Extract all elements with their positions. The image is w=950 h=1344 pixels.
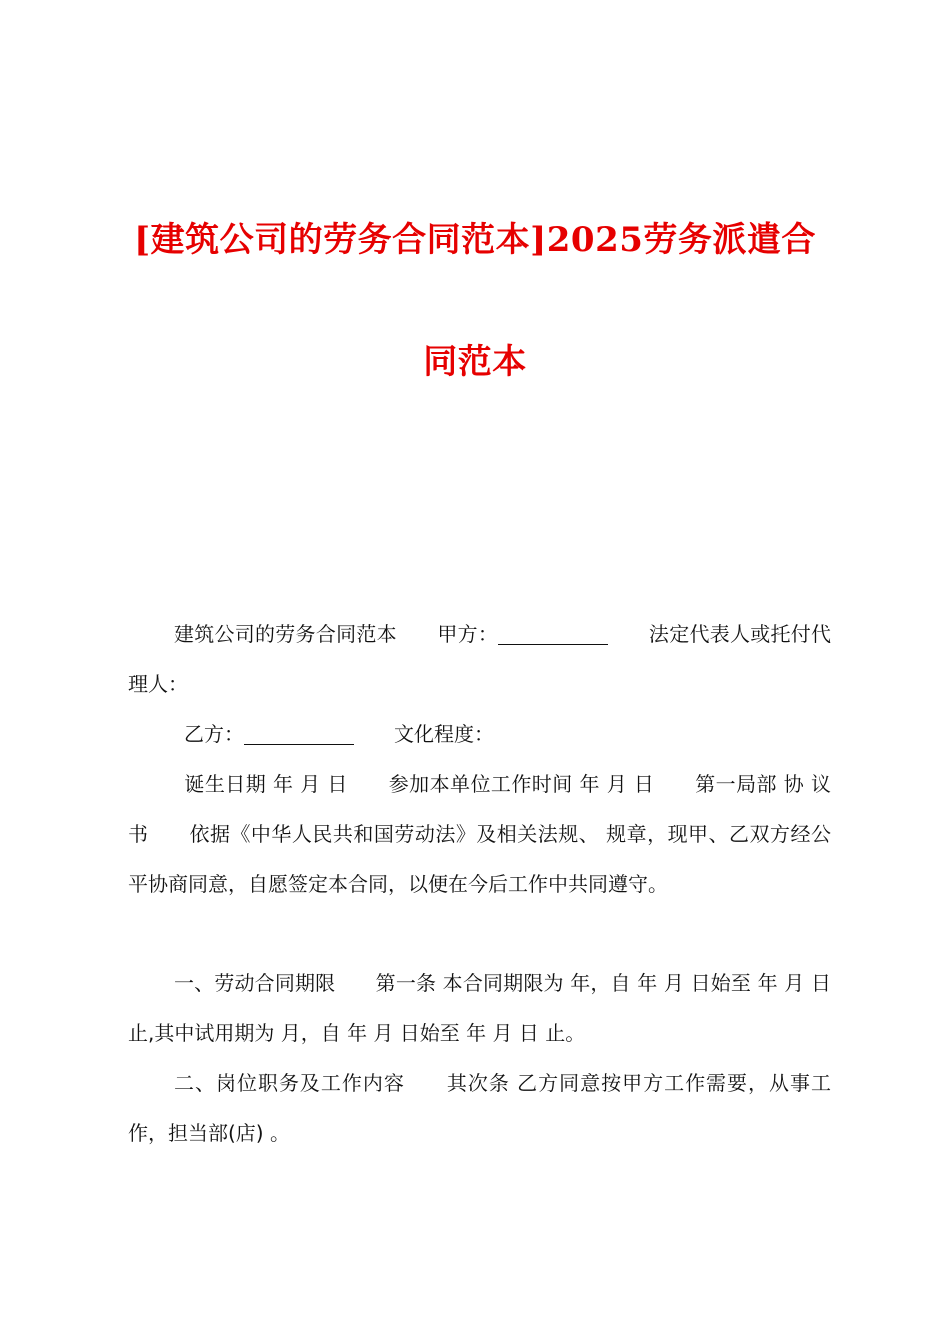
- paragraph-birth-and-preamble: [128, 759, 831, 909]
- paragraph-contract-term: [128, 958, 831, 1058]
- document-title-line-2: 同范本: [423, 342, 527, 382]
- party-a-blank: [498, 624, 608, 645]
- paragraph-job-position: [128, 1058, 831, 1158]
- paragraph-party-b: [128, 709, 831, 759]
- document-title-line-1: [建筑公司的劳务合同范本]2025劳务派遣合: [134, 220, 816, 260]
- party-a-label: 建筑公司的劳务合同范本 甲方：: [174, 622, 499, 646]
- birth-and-preamble-text: 诞生日期 年 月 日 参加本单位工作时间 年 月 日 第一局部 协 议 书 依据《中华人民共和国劳动法》及相关法规、 规章，现甲、乙双方经公平协商同意，自愿签定本合同，以便在今后工作中共同遵守。: [128, 772, 831, 896]
- contract-term-text: 一、劳动合同期限 第一条 本合同期限为 年，自 年 月 日始至 年 月 日止,其中试用期为 月，自 年 月 日始至 年 月 日 止。: [128, 971, 831, 1045]
- job-position-text: 二、岗位职务及工作内容 其次条 乙方同意按甲方工作需要，从事工作，担当部(店) 。: [128, 1071, 831, 1145]
- legal-representative-label: 法定代表人或托付代理人：: [128, 622, 832, 696]
- party-b-blank: [244, 724, 354, 745]
- paragraph-party-a: [128, 609, 831, 709]
- education-label: 文化程度：: [354, 722, 494, 746]
- party-b-label: 乙方：: [184, 722, 244, 746]
